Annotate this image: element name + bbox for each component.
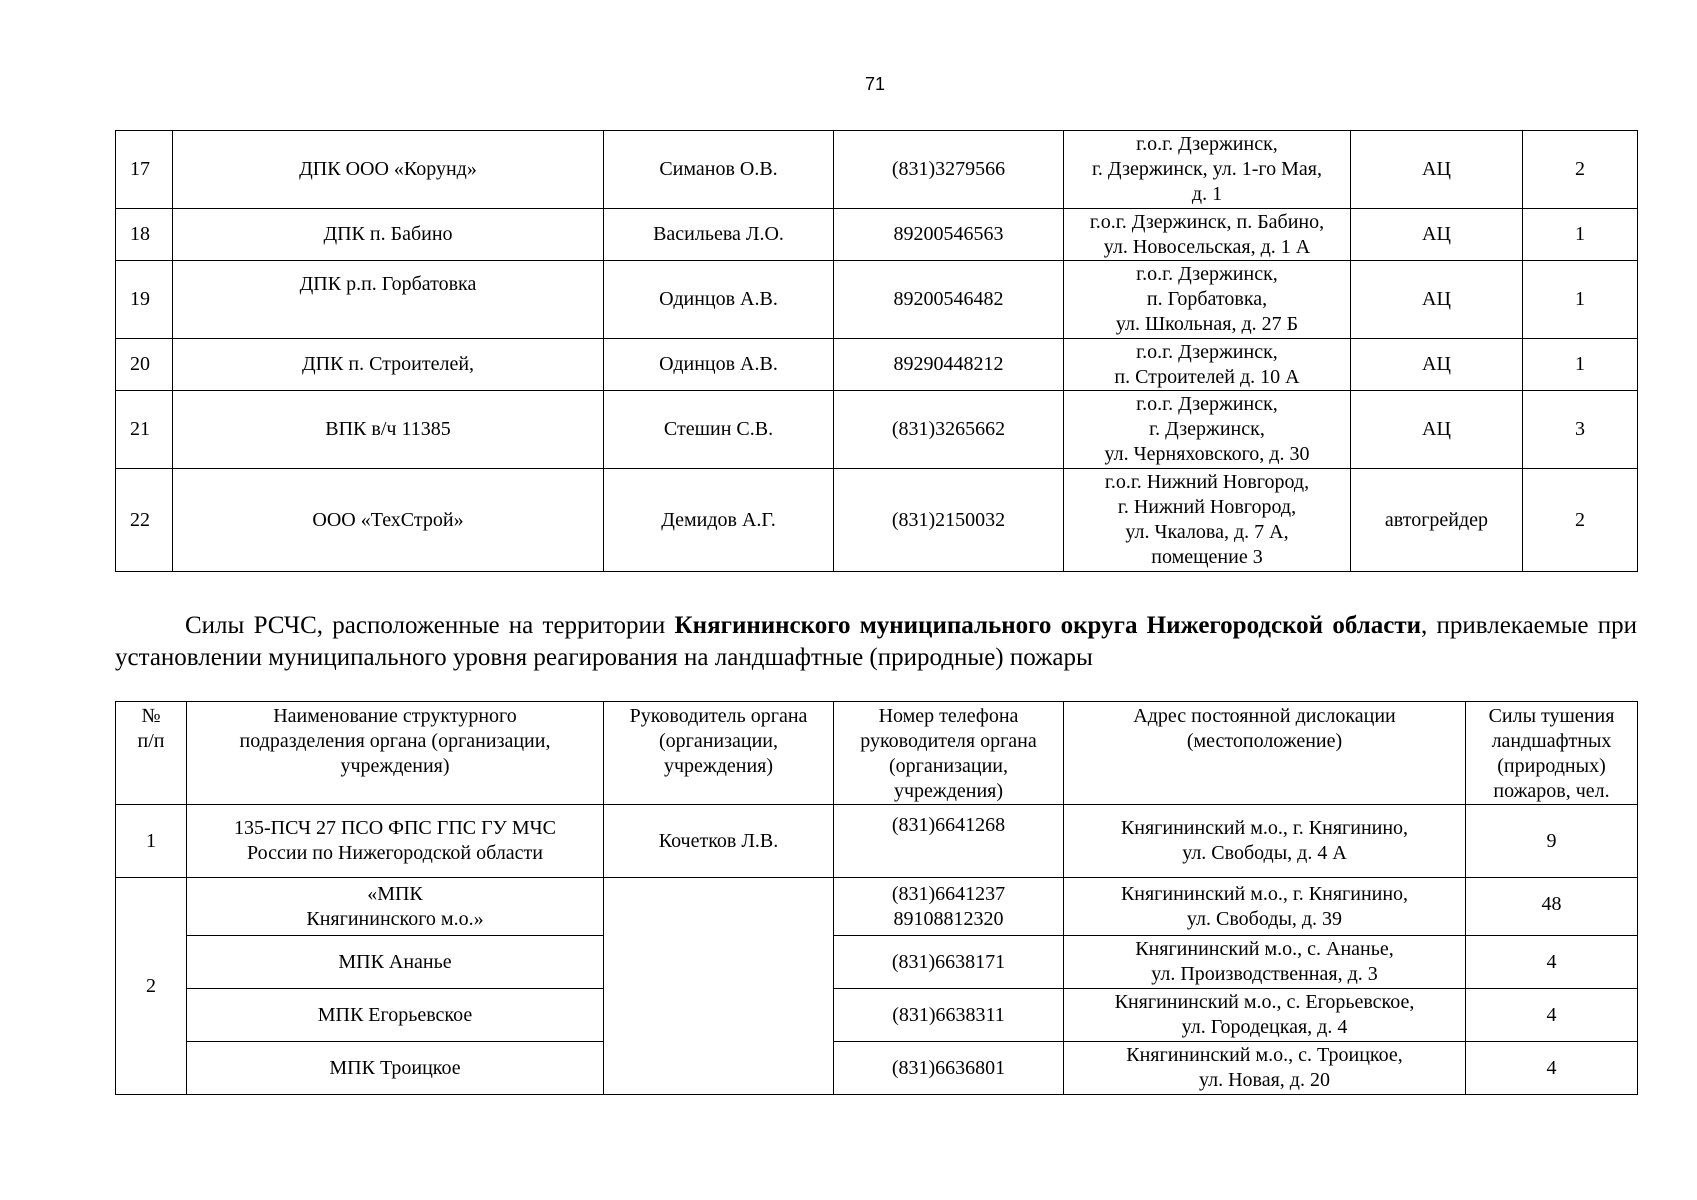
table-row	[116, 878, 1638, 936]
row-number: 21	[116, 391, 173, 469]
unit-forces: 4	[1466, 989, 1638, 1042]
header-address: Адрес постоянной дислокации (местоположение)	[1064, 702, 1466, 805]
unit-address: Княгининский м.о., с. Егорьевское, ул. Городецкая, д. 4	[1064, 989, 1466, 1042]
unit-name: ДПК п. Бабино	[173, 209, 604, 261]
unit-forces: 4	[1466, 1042, 1638, 1095]
unit-name: ДПК ООО «Корунд»	[173, 131, 604, 209]
unit-count: 2	[1523, 469, 1638, 572]
unit-head: Васильева Л.О.	[604, 209, 834, 261]
header-head: Руководитель органа (организации, учреждения)	[604, 702, 834, 805]
table-row	[116, 989, 1638, 1042]
row-number: 20	[116, 339, 173, 391]
section-heading: Силы РСЧС, расположенные на территории Княгининского муниципального округа Нижегородской области, привлекаемые при установлении муниципального уровня реагирования на ландшафтные (природные) пожары	[115, 612, 1637, 671]
unit-address: г.о.г. Дзержинск, п. Строителей д. 10 А	[1064, 339, 1351, 391]
unit-phone: (831)3279566	[834, 131, 1064, 209]
table-row	[116, 261, 1638, 339]
unit-forces: 9	[1466, 805, 1638, 878]
unit-equipment: автогрейдер	[1351, 469, 1523, 572]
unit-phone: (831)6636801	[834, 1042, 1064, 1095]
unit-address: г.о.г. Дзержинск, г. Дзержинск, ул. Черняховского, д. 30	[1064, 391, 1351, 469]
unit-name: МПК Егорьевское	[187, 989, 604, 1042]
unit-address: г.о.г. Дзержинск, г. Дзержинск, ул. 1-го Мая, д. 1	[1064, 131, 1351, 209]
table-row	[116, 339, 1638, 391]
unit-equipment: АЦ	[1351, 209, 1523, 261]
unit-name: ООО «ТехСтрой»	[173, 469, 604, 572]
unit-head: Кочетков Л.В.	[604, 805, 834, 878]
row-number: 2	[116, 878, 187, 1095]
page-number: 71	[864, 74, 886, 94]
header-phone: Номер телефона руководителя органа (организации, учреждения)	[834, 702, 1064, 805]
unit-head: Симанов О.В.	[604, 131, 834, 209]
unit-head: Демидов А.Г.	[604, 469, 834, 572]
unit-equipment: АЦ	[1351, 261, 1523, 339]
fire-units-table-continued	[115, 130, 1638, 572]
unit-equipment: АЦ	[1351, 131, 1523, 209]
table-header-row	[116, 702, 1638, 805]
unit-name: ВПК в/ч 11385	[173, 391, 604, 469]
unit-name: ДПК р.п. Горбатовка	[173, 261, 604, 339]
unit-name: «МПК Княгининского м.о.»	[187, 878, 604, 936]
unit-count: 1	[1523, 209, 1638, 261]
unit-phone: (831)6638171	[834, 936, 1064, 989]
unit-forces: 48	[1466, 878, 1638, 936]
unit-head: Одинцов А.В.	[604, 261, 834, 339]
row-number: 1	[116, 805, 187, 878]
knyagininsky-forces-table	[115, 701, 1638, 1095]
table-row	[116, 391, 1638, 469]
table-row	[116, 1042, 1638, 1095]
unit-address: Княгининский м.о., с. Ананье, ул. Производственная, д. 3	[1064, 936, 1466, 989]
row-number: 18	[116, 209, 173, 261]
unit-address: г.о.г. Нижний Новгород, г. Нижний Новгород, ул. Чкалова, д. 7 А, помещение 3	[1064, 469, 1351, 572]
unit-head: Стешин С.В.	[604, 391, 834, 469]
table-row	[116, 469, 1638, 572]
unit-name: МПК Троицкое	[187, 1042, 604, 1095]
table-row	[116, 936, 1638, 989]
unit-count: 1	[1523, 339, 1638, 391]
unit-address: г.о.г. Дзержинск, п. Горбатовка, ул. Школьная, д. 27 Б	[1064, 261, 1351, 339]
unit-phone: (831)6641268	[834, 805, 1064, 878]
table-row	[116, 805, 1638, 878]
row-number: 19	[116, 261, 173, 339]
unit-count: 3	[1523, 391, 1638, 469]
row-number: 22	[116, 469, 173, 572]
unit-count: 2	[1523, 131, 1638, 209]
unit-name: 135-ПСЧ 27 ПСО ФПС ГПС ГУ МЧС России по Нижегородской области	[187, 805, 604, 878]
unit-forces: 4	[1466, 936, 1638, 989]
table-row	[116, 209, 1638, 261]
unit-name: ДПК п. Строителей,	[173, 339, 604, 391]
unit-address: г.о.г. Дзержинск, п. Бабино, ул. Новосельская, д. 1 А	[1064, 209, 1351, 261]
unit-phone: 89200546482	[834, 261, 1064, 339]
unit-phone: (831)6641237 89108812320	[834, 878, 1064, 936]
unit-name: МПК Ананье	[187, 936, 604, 989]
unit-head	[604, 878, 834, 1095]
unit-head: Одинцов А.В.	[604, 339, 834, 391]
unit-phone: (831)2150032	[834, 469, 1064, 572]
unit-count: 1	[1523, 261, 1638, 339]
header-forces: Силы тушения ландшафтных (природных) пожаров, чел.	[1466, 702, 1638, 805]
row-number: 17	[116, 131, 173, 209]
table-row	[116, 131, 1638, 209]
unit-equipment: АЦ	[1351, 339, 1523, 391]
unit-address: Княгининский м.о., г. Княгинино, ул. Свободы, д. 4 А	[1064, 805, 1466, 878]
unit-phone: 89290448212	[834, 339, 1064, 391]
header-number: № п/п	[116, 702, 187, 805]
unit-phone: (831)3265662	[834, 391, 1064, 469]
unit-address: Княгининский м.о., с. Троицкое, ул. Новая, д. 20	[1064, 1042, 1466, 1095]
unit-equipment: АЦ	[1351, 391, 1523, 469]
unit-phone: (831)6638311	[834, 989, 1064, 1042]
unit-address: Княгининский м.о., г. Княгинино, ул. Свободы, д. 39	[1064, 878, 1466, 936]
unit-phone: 89200546563	[834, 209, 1064, 261]
header-unit-name: Наименование структурного подразделения органа (организации, учреждения)	[187, 702, 604, 805]
heading-district: Княгининского муниципального округа Нижегородской области	[674, 612, 1421, 639]
